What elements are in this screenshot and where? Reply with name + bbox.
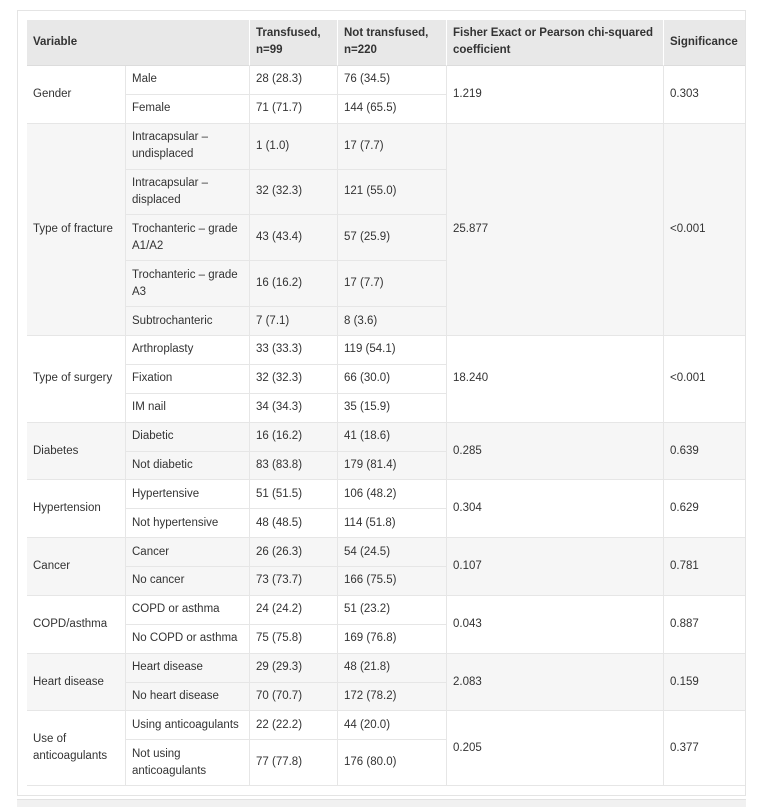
variable-cell: Diabetes bbox=[27, 423, 126, 481]
variable-cell: Cancer bbox=[27, 538, 126, 596]
transfused-cell: 32 (32.3) bbox=[250, 365, 338, 394]
transfused-cell: 32 (32.3) bbox=[250, 170, 338, 216]
significance-cell: 0.887 bbox=[664, 596, 745, 654]
transfusion-comparison-table bbox=[27, 20, 745, 786]
transfused-cell: 43 (43.4) bbox=[250, 215, 338, 261]
transfused-cell: 73 (73.7) bbox=[250, 567, 338, 596]
category-cell: Heart disease bbox=[126, 654, 250, 683]
category-cell: Intracapsular – undisplaced bbox=[126, 124, 250, 170]
category-cell: Cancer bbox=[126, 538, 250, 567]
not-transfused-cell: 48 (21.8) bbox=[338, 654, 447, 683]
not-transfused-cell: 35 (15.9) bbox=[338, 394, 447, 423]
transfused-cell: 1 (1.0) bbox=[250, 124, 338, 170]
header-not-transfused: Not transfused, n=220 bbox=[338, 20, 447, 66]
table-row bbox=[27, 538, 745, 567]
significance-cell: 0.159 bbox=[664, 654, 745, 712]
not-transfused-cell: 106 (48.2) bbox=[338, 480, 447, 509]
transfused-cell: 51 (51.5) bbox=[250, 480, 338, 509]
transfused-cell: 34 (34.3) bbox=[250, 394, 338, 423]
variable-cell: Use of anticoagulants bbox=[27, 711, 126, 786]
header-transfused: Transfused, n=99 bbox=[250, 20, 338, 66]
category-cell: Male bbox=[126, 66, 250, 95]
category-cell: Trochanteric – grade A1/A2 bbox=[126, 215, 250, 261]
table-row bbox=[27, 654, 745, 683]
coefficient-cell: 0.304 bbox=[447, 480, 664, 538]
category-cell: No cancer bbox=[126, 567, 250, 596]
not-transfused-cell: 57 (25.9) bbox=[338, 215, 447, 261]
coefficient-cell: 25.877 bbox=[447, 124, 664, 336]
not-transfused-cell: 179 (81.4) bbox=[338, 452, 447, 481]
table-container bbox=[17, 10, 746, 796]
category-cell: No heart disease bbox=[126, 683, 250, 712]
transfused-cell: 33 (33.3) bbox=[250, 336, 338, 365]
not-transfused-cell: 176 (80.0) bbox=[338, 740, 447, 786]
not-transfused-cell: 54 (24.5) bbox=[338, 538, 447, 567]
not-transfused-cell: 8 (3.6) bbox=[338, 307, 447, 336]
significance-cell: 0.629 bbox=[664, 480, 745, 538]
table-row bbox=[27, 711, 745, 740]
category-cell: Not using anticoagulants bbox=[126, 740, 250, 786]
category-cell: Subtrochanteric bbox=[126, 307, 250, 336]
not-transfused-cell: 172 (78.2) bbox=[338, 683, 447, 712]
coefficient-cell: 1.219 bbox=[447, 66, 664, 124]
not-transfused-cell: 66 (30.0) bbox=[338, 365, 447, 394]
not-transfused-cell: 17 (7.7) bbox=[338, 261, 447, 307]
transfused-cell: 77 (77.8) bbox=[250, 740, 338, 786]
coefficient-cell: 0.043 bbox=[447, 596, 664, 654]
table-row bbox=[27, 336, 745, 365]
variable-cell: Hypertension bbox=[27, 480, 126, 538]
transfused-cell: 26 (26.3) bbox=[250, 538, 338, 567]
not-transfused-cell: 51 (23.2) bbox=[338, 596, 447, 625]
header-significance: Significance bbox=[664, 20, 745, 66]
category-cell: COPD or asthma bbox=[126, 596, 250, 625]
not-transfused-cell: 76 (34.5) bbox=[338, 66, 447, 95]
transfused-cell: 71 (71.7) bbox=[250, 95, 338, 124]
not-transfused-cell: 119 (54.1) bbox=[338, 336, 447, 365]
significance-cell: 0.377 bbox=[664, 711, 745, 786]
header-row bbox=[27, 20, 745, 66]
not-transfused-cell: 121 (55.0) bbox=[338, 170, 447, 216]
significance-cell: <0.001 bbox=[664, 124, 745, 336]
transfused-cell: 29 (29.3) bbox=[250, 654, 338, 683]
coefficient-cell: 0.205 bbox=[447, 711, 664, 786]
category-cell: IM nail bbox=[126, 394, 250, 423]
category-cell: Not hypertensive bbox=[126, 509, 250, 538]
not-transfused-cell: 114 (51.8) bbox=[338, 509, 447, 538]
category-cell: Using anticoagulants bbox=[126, 711, 250, 740]
transfused-cell: 28 (28.3) bbox=[250, 66, 338, 95]
category-cell: Female bbox=[126, 95, 250, 124]
table-row bbox=[27, 480, 745, 509]
table-footer-bar bbox=[17, 799, 746, 807]
coefficient-cell: 0.107 bbox=[447, 538, 664, 596]
table-row bbox=[27, 66, 745, 95]
significance-cell: 0.639 bbox=[664, 423, 745, 481]
category-cell: Hypertensive bbox=[126, 480, 250, 509]
variable-cell: COPD/asthma bbox=[27, 596, 126, 654]
coefficient-cell: 2.083 bbox=[447, 654, 664, 712]
header-coefficient: Fisher Exact or Pearson chi-squared coefficient bbox=[447, 20, 664, 66]
category-cell: Arthroplasty bbox=[126, 336, 250, 365]
category-cell: Fixation bbox=[126, 365, 250, 394]
transfused-cell: 24 (24.2) bbox=[250, 596, 338, 625]
significance-cell: 0.303 bbox=[664, 66, 745, 124]
transfused-cell: 70 (70.7) bbox=[250, 683, 338, 712]
variable-cell: Heart disease bbox=[27, 654, 126, 712]
category-cell: Intracapsular – displaced bbox=[126, 170, 250, 216]
variable-cell: Type of fracture bbox=[27, 124, 126, 336]
significance-cell: 0.781 bbox=[664, 538, 745, 596]
category-cell: Trochanteric – grade A3 bbox=[126, 261, 250, 307]
significance-cell: <0.001 bbox=[664, 336, 745, 423]
category-cell: Diabetic bbox=[126, 423, 250, 452]
transfused-cell: 48 (48.5) bbox=[250, 509, 338, 538]
not-transfused-cell: 169 (76.8) bbox=[338, 625, 447, 654]
variable-cell: Gender bbox=[27, 66, 126, 124]
transfused-cell: 83 (83.8) bbox=[250, 452, 338, 481]
not-transfused-cell: 41 (18.6) bbox=[338, 423, 447, 452]
transfused-cell: 75 (75.8) bbox=[250, 625, 338, 654]
not-transfused-cell: 44 (20.0) bbox=[338, 711, 447, 740]
table-row bbox=[27, 596, 745, 625]
transfused-cell: 22 (22.2) bbox=[250, 711, 338, 740]
transfused-cell: 7 (7.1) bbox=[250, 307, 338, 336]
not-transfused-cell: 144 (65.5) bbox=[338, 95, 447, 124]
header-variable: Variable bbox=[27, 20, 250, 66]
variable-cell: Type of surgery bbox=[27, 336, 126, 423]
table-row bbox=[27, 423, 745, 452]
not-transfused-cell: 17 (7.7) bbox=[338, 124, 447, 170]
coefficient-cell: 0.285 bbox=[447, 423, 664, 481]
transfused-cell: 16 (16.2) bbox=[250, 261, 338, 307]
transfused-cell: 16 (16.2) bbox=[250, 423, 338, 452]
category-cell: No COPD or asthma bbox=[126, 625, 250, 654]
not-transfused-cell: 166 (75.5) bbox=[338, 567, 447, 596]
coefficient-cell: 18.240 bbox=[447, 336, 664, 423]
category-cell: Not diabetic bbox=[126, 452, 250, 481]
table-row bbox=[27, 124, 745, 170]
